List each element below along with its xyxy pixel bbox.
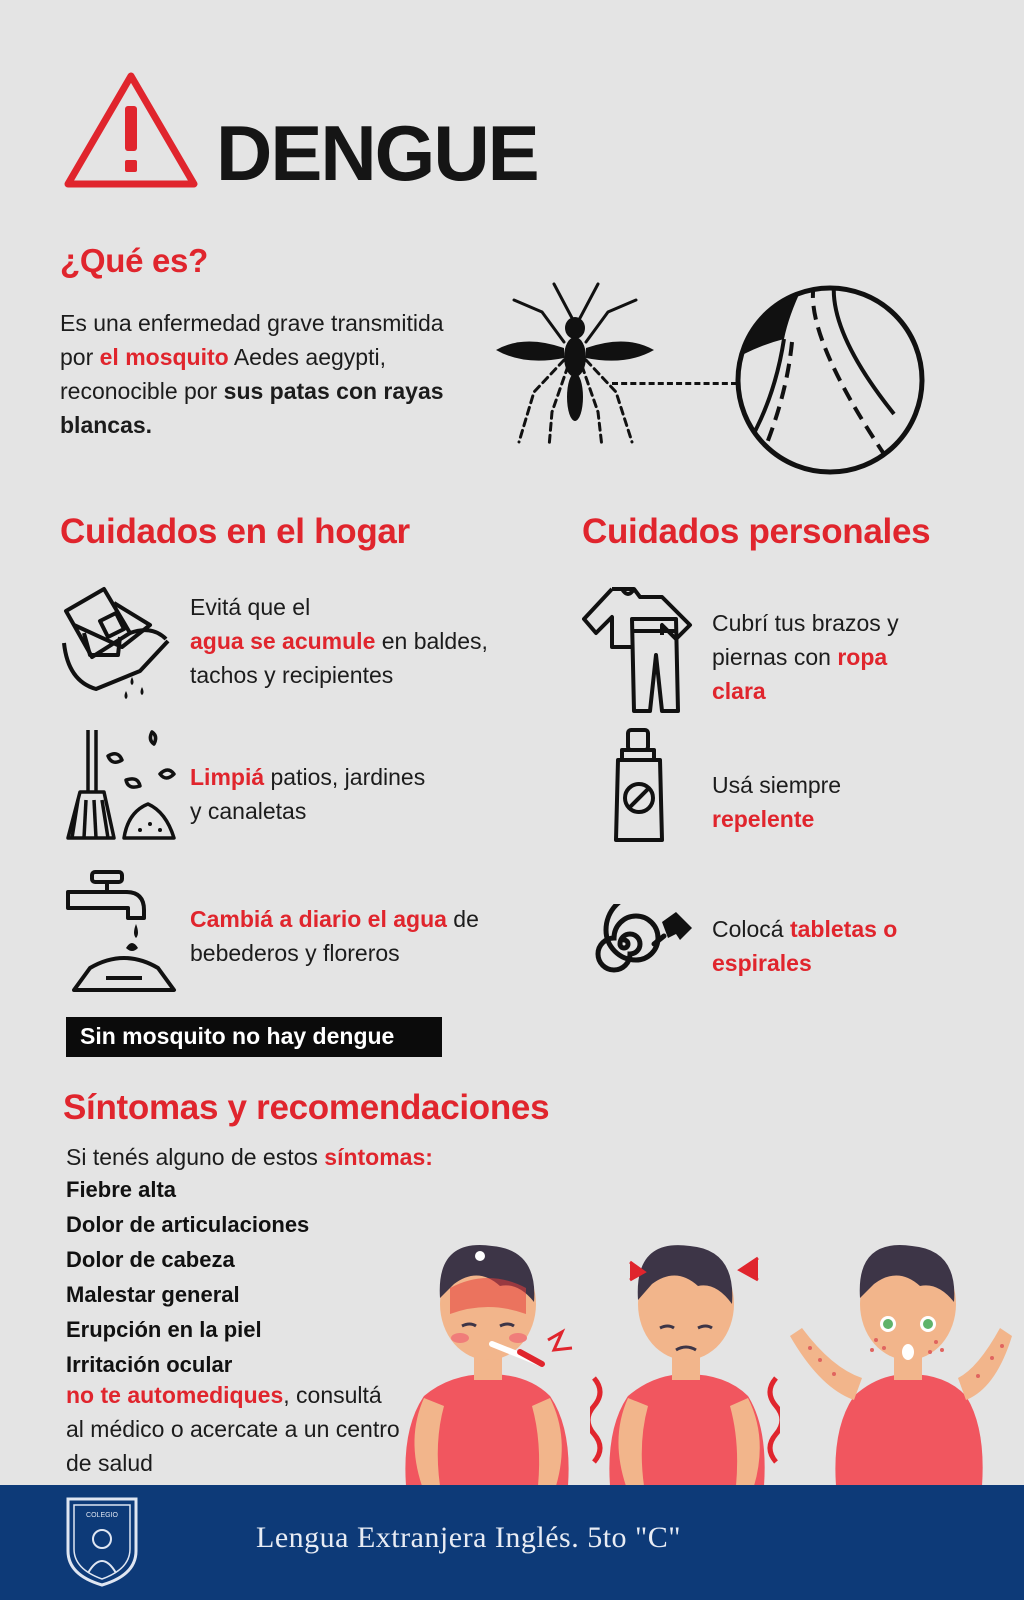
bucket-icon: [60, 585, 175, 705]
sick-child-fever-illustration: [400, 1228, 576, 1488]
faucet-bowl-icon: [66, 870, 181, 992]
list-item: Malestar general: [66, 1282, 240, 1307]
symptom-list: [66, 1172, 309, 1382]
slogan-text: Sin mosquito no hay dengue: [80, 1023, 395, 1049]
what-is-text: [60, 306, 500, 442]
list-item: Irritación ocular: [66, 1352, 233, 1377]
list-item: Erupción en la piel: [66, 1317, 262, 1342]
symptoms-advice: no te automediques, consultá al médico o acercate a un centro de salud: [66, 1382, 400, 1476]
sick-child-rash-illustration: [780, 1228, 1020, 1488]
what-is-line1: Es una enfermedad grave transmitida: [60, 310, 444, 336]
repellent-spray-icon: [612, 728, 666, 844]
dashed-connector: [612, 382, 737, 385]
slogan-banner: [66, 1017, 442, 1057]
what-is-line4: blancas.: [60, 412, 153, 438]
personal-item2-text: Usá siempre repelente: [712, 772, 842, 832]
footer-bar: [0, 1485, 1024, 1600]
what-is-heading: ¿Qué es?: [60, 242, 208, 279]
warning-triangle-icon: [62, 68, 200, 192]
magnified-leg-icon: [734, 284, 926, 476]
mosquito-coil-icon: [584, 904, 696, 984]
sick-child-headache-illustration: [590, 1228, 780, 1488]
home-item3-text: Cambiá a diario el agua de bebederos y floreros: [190, 906, 479, 966]
home-item1-text: Evitá que el agua se acumule en baldes, tachos y recipientes: [190, 594, 488, 688]
school-crest-logo: [64, 1495, 140, 1587]
what-is-line3: reconocible por sus patas con rayas: [60, 378, 444, 404]
personal-care-heading: Cuidados personales: [582, 512, 931, 551]
logo-label: COLEGIO: [86, 1512, 118, 1519]
home-care-heading: Cuidados en el hogar: [60, 512, 410, 551]
broom-icon: [64, 730, 182, 842]
footer-text: Lengua Extranjera Inglés. 5to "C": [256, 1521, 682, 1554]
list-item: Dolor de articulaciones: [66, 1212, 310, 1237]
personal-item3-text: Colocá tabletas o espirales: [712, 916, 898, 976]
clothes-icon: [582, 585, 694, 715]
symptoms-heading: Síntomas y recomendaciones: [63, 1088, 550, 1127]
what-is-line2: por el mosquito Aedes aegypti,: [60, 344, 386, 370]
mosquito-icon: [494, 282, 664, 452]
list-item: Fiebre alta: [66, 1177, 177, 1202]
list-item: Dolor de cabeza: [66, 1247, 235, 1272]
page-title: DENGUE: [216, 109, 538, 197]
symptoms-intro: Si tenés alguno de estos síntomas:: [66, 1144, 433, 1170]
home-item2-text: Limpiá patios, jardines y canaletas: [190, 764, 426, 824]
personal-item1-text: Cubrí tus brazos y piernas con ropa clara: [712, 610, 899, 704]
